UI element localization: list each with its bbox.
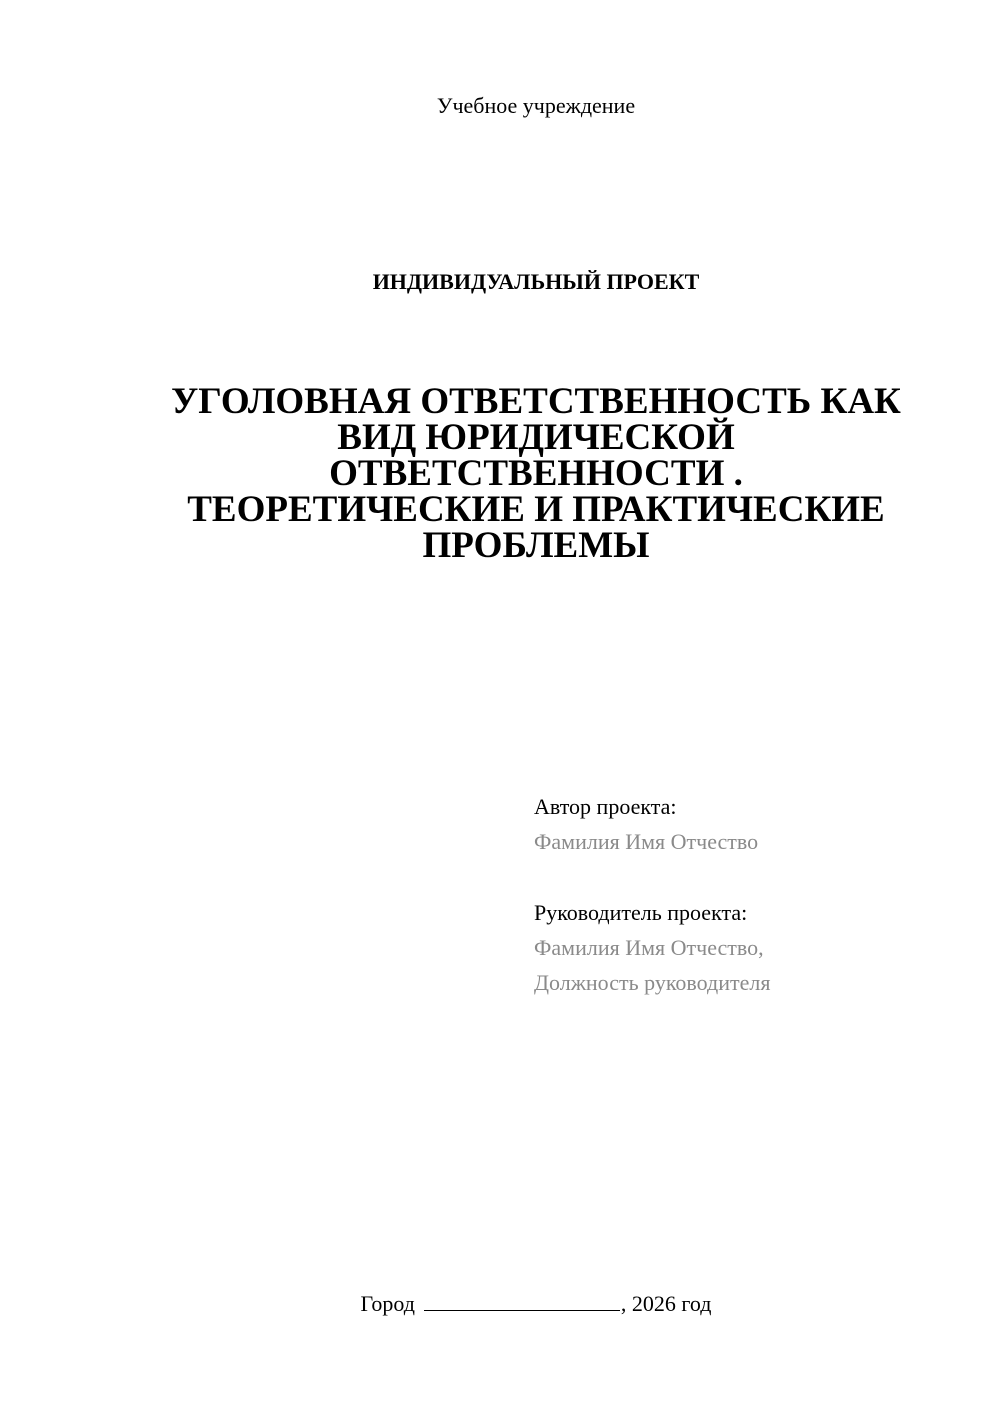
city-blank-line	[424, 1290, 620, 1311]
city-year-line	[0, 1290, 1000, 1318]
project-title-line: ТЕОРЕТИЧЕСКИЕ И ПРАКТИЧЕСКИЕ	[187, 489, 885, 530]
author-label: Автор проекта:	[534, 794, 677, 819]
spacer	[534, 859, 964, 895]
author-name-placeholder: Фамилия Имя Отчество	[534, 829, 759, 854]
document-type: ИНДИВИДУАЛЬНЫЙ ПРОЕКТ	[372, 269, 700, 294]
city-label: Город	[360, 1291, 415, 1316]
supervisor-label: Руководитель проекта:	[534, 900, 748, 925]
project-title-line: ПРОБЛЕМЫ	[422, 525, 650, 566]
supervisor-name-placeholder: Фамилия Имя Отчество,	[534, 935, 764, 960]
people-block	[534, 789, 964, 1000]
supervisor-position-placeholder: Должность руководителя	[534, 970, 771, 995]
project-title-line: УГОЛОВНАЯ ОТВЕТСТВЕННОСТЬ КАК	[171, 381, 901, 422]
year-text: , 2026 год	[620, 1291, 712, 1316]
project-title-line: ВИД ЮРИДИЧЕСКОЙ	[337, 417, 735, 458]
project-title-line: ОТВЕТСТВЕННОСТИ .	[329, 453, 743, 494]
project-title	[120, 381, 952, 566]
institution-name: Учебное учреждение	[436, 93, 636, 118]
